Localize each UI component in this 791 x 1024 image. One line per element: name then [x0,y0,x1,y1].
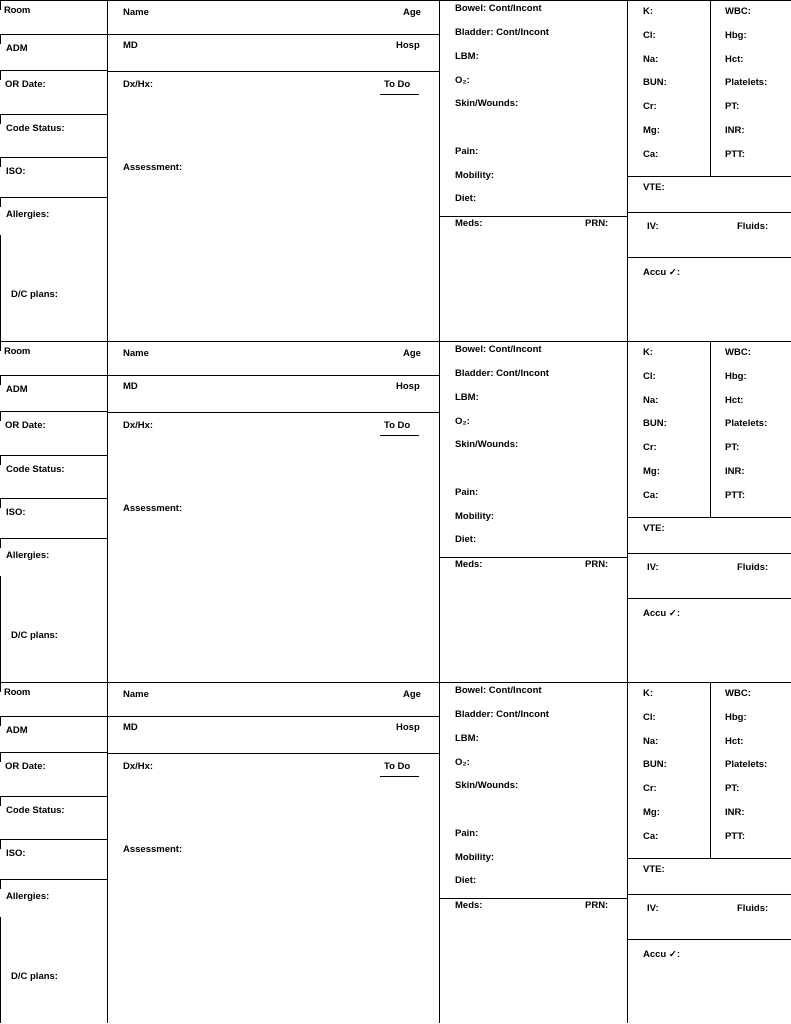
labs-bottom-divider [627,858,791,859]
md-label: MD [123,722,138,733]
left-tick [0,796,1,806]
bun-label: BUN: [643,418,667,429]
ptt-label: PTT: [725,831,746,842]
or-date-label: OR Date: [5,761,46,772]
name-label: Name [123,689,149,700]
to-do-underline [380,94,419,95]
adm-label: ADM [6,43,28,54]
pain-label: Pain: [455,828,479,839]
block-top-border [0,682,791,683]
row-divider [0,70,107,71]
patient-block [0,682,791,1023]
row-divider [107,753,439,754]
row-divider [107,71,439,72]
diet-label: Diet: [455,875,477,886]
column-divider-2 [439,341,440,682]
iv-label: IV: [647,221,659,232]
meds-label: Meds: [455,559,483,570]
bun-label: BUN: [643,759,667,770]
bladder-label: Bladder: Cont/Incont [455,27,549,38]
dc-plans-label: D/C plans: [11,289,58,300]
to-do-label: To Do [384,420,411,431]
room-label: Room [4,346,31,357]
k-label: K: [643,347,654,358]
to-do-underline [380,435,419,436]
or-date-label: OR Date: [5,79,46,90]
pt-label: PT: [725,101,740,112]
na-label: Na: [643,736,659,747]
left-tick [0,839,1,849]
mobility-label: Mobility: [455,511,495,522]
row-divider [0,375,107,376]
column-divider-3 [627,341,628,682]
vte-divider [627,894,791,895]
adm-label: ADM [6,725,28,736]
diet-label: Diet: [455,534,477,545]
accu-check-label: Accu ✓: [643,949,680,960]
left-edge-line [0,235,1,341]
mobility-label: Mobility: [455,852,495,863]
row-divider [0,197,107,198]
ptt-label: PTT: [725,490,746,501]
inr-label: INR: [725,466,745,477]
column-divider-1 [107,0,108,341]
fluids-label: Fluids: [737,903,769,914]
k-label: K: [643,688,654,699]
platelets-label: Platelets: [725,418,768,429]
md-label: MD [123,40,138,51]
row-divider [0,796,107,797]
left-tick [0,411,1,421]
row-divider [0,455,107,456]
row-divider [0,839,107,840]
prn-label: PRN: [585,218,609,229]
bladder-label: Bladder: Cont/Incont [455,709,549,720]
meds-label: Meds: [455,218,483,229]
left-tick [0,498,1,508]
code-status-label: Code Status: [6,464,65,475]
mg-label: Mg: [643,125,660,136]
column-divider-2 [439,682,440,1023]
row-divider [0,498,107,499]
cr-label: Cr: [643,101,657,112]
row-divider [0,114,107,115]
left-tick [0,197,1,207]
hosp-label: Hosp [396,40,420,51]
dc-plans-label: D/C plans: [11,630,58,641]
mg-label: Mg: [643,466,660,477]
assessment-label: Assessment: [123,844,183,855]
cl-label: Cl: [643,371,656,382]
accu-check-label: Accu ✓: [643,267,680,278]
na-label: Na: [643,395,659,406]
assessment-label: Assessment: [123,162,183,173]
hct-label: Hct: [725,54,744,65]
meds-divider [439,216,627,217]
hct-label: Hct: [725,736,744,747]
adm-label: ADM [6,384,28,395]
lbm-label: LBM: [455,392,479,403]
assessment-label: Assessment: [123,503,183,514]
iv-divider [627,939,791,940]
left-tick [0,716,1,726]
cl-label: Cl: [643,30,656,41]
na-label: Na: [643,54,659,65]
row-divider [0,34,107,35]
age-label: Age [403,7,421,18]
patient-block [0,341,791,682]
row-divider [0,411,107,412]
labs-bottom-divider [627,176,791,177]
to-do-label: To Do [384,761,411,772]
column-divider-1 [107,682,108,1023]
name-label: Name [123,7,149,18]
left-tick [0,682,1,692]
left-tick [0,455,1,465]
iso-label: ISO: [6,507,26,518]
mobility-label: Mobility: [455,170,495,181]
lbm-label: LBM: [455,733,479,744]
lab-column-divider [710,682,711,858]
pain-label: Pain: [455,487,479,498]
skin-wounds-label: Skin/Wounds: [455,98,519,109]
bladder-label: Bladder: Cont/Incont [455,368,549,379]
column-divider-2 [439,0,440,341]
k-label: K: [643,6,654,17]
bowel-label: Bowel: Cont/Incont [455,3,542,14]
meds-label: Meds: [455,900,483,911]
block-top-border [0,341,791,342]
wbc-label: WBC: [725,6,751,17]
mg-label: Mg: [643,807,660,818]
row-divider [107,34,439,35]
left-tick [0,538,1,548]
inr-label: INR: [725,807,745,818]
iv-label: IV: [647,562,659,573]
pain-label: Pain: [455,146,479,157]
block-top-border [0,0,791,1]
accu-check-label: Accu ✓: [643,608,680,619]
ca-label: Ca: [643,490,659,501]
to-do-label: To Do [384,79,411,90]
bun-label: BUN: [643,77,667,88]
left-tick [0,879,1,889]
row-divider [0,157,107,158]
iso-label: ISO: [6,166,26,177]
left-tick [0,375,1,385]
lab-column-divider [710,341,711,517]
meds-divider [439,898,627,899]
name-label: Name [123,348,149,359]
row-divider [0,879,107,880]
allergies-label: Allergies: [6,550,50,561]
left-edge-line [0,917,1,1023]
age-label: Age [403,348,421,359]
skin-wounds-label: Skin/Wounds: [455,439,519,450]
inr-label: INR: [725,125,745,136]
vte-label: VTE: [643,864,665,875]
to-do-underline [380,776,419,777]
dx-hx-label: Dx/Hx: [123,79,154,90]
iso-label: ISO: [6,848,26,859]
vte-divider [627,553,791,554]
bowel-label: Bowel: Cont/Incont [455,685,542,696]
cr-label: Cr: [643,783,657,794]
column-divider-1 [107,341,108,682]
pt-label: PT: [725,783,740,794]
code-status-label: Code Status: [6,805,65,816]
labs-bottom-divider [627,517,791,518]
meds-divider [439,557,627,558]
ptt-label: PTT: [725,149,746,160]
skin-wounds-label: Skin/Wounds: [455,780,519,791]
left-edge-line [0,576,1,682]
hbg-label: Hbg: [725,712,747,723]
dx-hx-label: Dx/Hx: [123,420,154,431]
diet-label: Diet: [455,193,477,204]
row-divider [0,716,107,717]
row-divider [107,412,439,413]
platelets-label: Platelets: [725,759,768,770]
o2-label: O₂: [455,416,470,427]
hct-label: Hct: [725,395,744,406]
hosp-label: Hosp [396,722,420,733]
wbc-label: WBC: [725,688,751,699]
vte-label: VTE: [643,182,665,193]
left-tick [0,341,1,351]
iv-divider [627,257,791,258]
o2-label: O₂: [455,75,470,86]
left-tick [0,0,1,10]
column-divider-3 [627,0,628,341]
allergies-label: Allergies: [6,209,50,220]
o2-label: O₂: [455,757,470,768]
iv-divider [627,598,791,599]
row-divider [107,716,439,717]
cl-label: Cl: [643,712,656,723]
row-divider [0,538,107,539]
column-divider-3 [627,682,628,1023]
lab-column-divider [710,0,711,176]
row-divider [107,375,439,376]
cr-label: Cr: [643,442,657,453]
row-divider [0,752,107,753]
hbg-label: Hbg: [725,371,747,382]
patient-block [0,0,791,341]
platelets-label: Platelets: [725,77,768,88]
iv-label: IV: [647,903,659,914]
md-label: MD [123,381,138,392]
wbc-label: WBC: [725,347,751,358]
bowel-label: Bowel: Cont/Incont [455,344,542,355]
left-tick [0,114,1,124]
dc-plans-label: D/C plans: [11,971,58,982]
prn-label: PRN: [585,900,609,911]
vte-divider [627,212,791,213]
left-tick [0,70,1,80]
fluids-label: Fluids: [737,562,769,573]
pt-label: PT: [725,442,740,453]
ca-label: Ca: [643,831,659,842]
dx-hx-label: Dx/Hx: [123,761,154,772]
hbg-label: Hbg: [725,30,747,41]
room-label: Room [4,687,31,698]
or-date-label: OR Date: [5,420,46,431]
left-tick [0,157,1,167]
vte-label: VTE: [643,523,665,534]
room-label: Room [4,5,31,16]
hosp-label: Hosp [396,381,420,392]
allergies-label: Allergies: [6,891,50,902]
ca-label: Ca: [643,149,659,160]
left-tick [0,752,1,762]
lbm-label: LBM: [455,51,479,62]
prn-label: PRN: [585,559,609,570]
left-tick [0,34,1,44]
fluids-label: Fluids: [737,221,769,232]
code-status-label: Code Status: [6,123,65,134]
age-label: Age [403,689,421,700]
